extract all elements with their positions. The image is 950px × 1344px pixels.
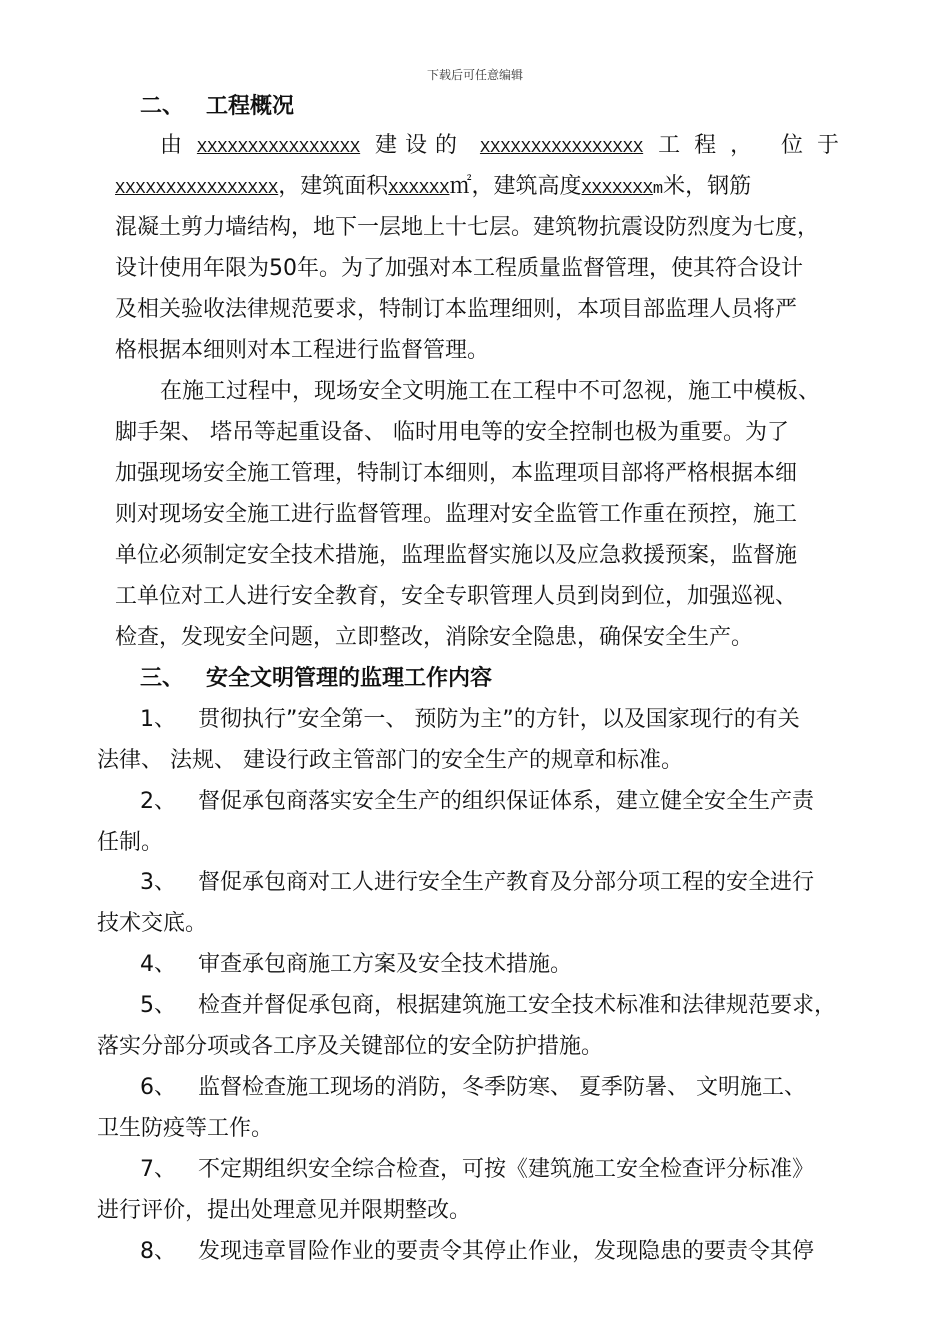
placeholder-field: XXXXXXXXXXXXXXXX	[196, 139, 361, 158]
paragraph-line: 混凝土剪力墙结构，地下一层地上十七层。建筑物抗震设防烈度为七度，	[115, 215, 820, 240]
item-text: 督促承包商对工人进行安全生产教育及分部分项工程的安全进行	[198, 870, 815, 895]
list-item	[140, 1237, 814, 1267]
text-run: 工程，	[658, 133, 767, 158]
list-item	[140, 1073, 806, 1103]
item-number: 2、	[140, 789, 176, 814]
list-item	[140, 950, 572, 980]
section-number: 二、	[140, 94, 185, 119]
paragraph-line: 检查，发现安全问题，立即整改，消除安全隐患，确保安全生产。	[115, 625, 754, 650]
list-item	[140, 705, 800, 735]
text-run: 米，钢筋	[663, 174, 752, 199]
text-run: 位于	[780, 133, 853, 158]
item-number: 1、	[140, 707, 176, 732]
unit-text: m	[652, 180, 664, 199]
placeholder-field: XXXXXX	[388, 180, 450, 199]
list-item-continuation: 法律、 法规、 建设行政主管部门的安全生产的规章和标准。	[97, 748, 683, 773]
placeholder-field: XXXXXXX	[581, 180, 653, 199]
paragraph-line: 在施工过程中，现场安全文明施工在工程中不可忽视，施工中模板、	[160, 379, 821, 404]
item-number: 8、	[140, 1239, 176, 1264]
item-text: 督促承包商落实安全生产的组织保证体系，建立健全安全生产责	[198, 789, 815, 814]
paragraph-line: 及相关验收法律规范要求，特制订本监理细则，本项目部监理人员将严	[115, 297, 798, 322]
paragraph-line: 加强现场安全施工管理，特制订本细则，本监理项目部将严格根据本细	[115, 461, 798, 486]
section-title: 安全文明管理的监理工作内容	[206, 666, 493, 691]
item-text: 不定期组织安全综合检查，可按《建筑施工安全检查评分标准》	[198, 1157, 815, 1182]
paragraph-line: 单位必须制定安全技术措施，监理监督实施以及应急救援预案，监督施	[115, 543, 798, 568]
text-run: ，建筑面积	[278, 174, 389, 199]
paragraph-line: 设计使用年限为50年。为了加强对本工程质量监督管理，使其符合设计	[115, 256, 803, 281]
paragraph-line: 工单位对工人进行安全教育，安全专职管理人员到岗到位，加强巡视、	[115, 584, 798, 609]
page-header: 下载后可任意编辑	[426, 68, 523, 82]
text-run: 建设的	[375, 133, 466, 158]
section-title: 工程概况	[206, 94, 295, 119]
list-item-continuation: 任制。	[97, 830, 164, 855]
paragraph-line: 脚手架、 塔吊等起重设备、 临时用电等的安全控制也极为重要。为了	[115, 420, 789, 445]
item-text: 发现违章冒险作业的要责令其停止作业，发现隐患的要责令其停	[198, 1239, 815, 1264]
paragraph-line	[160, 131, 853, 164]
list-item	[140, 787, 814, 817]
item-text: 检查并督促承包商，根据建筑施工安全技术标准和法律规范要求，	[198, 993, 837, 1018]
placeholder-field: XXXXXXXXXXXXXXXX	[115, 180, 279, 199]
list-item	[140, 868, 814, 898]
item-text: 贯彻执行”安全第一、 预防为主”的方针，以及国家现行的有关	[198, 707, 800, 732]
text-run: ㎡，建筑高度	[449, 174, 582, 199]
item-text: 审查承包商施工方案及安全技术措施。	[198, 952, 573, 977]
item-text: 监督检查施工现场的消防，冬季防寒、 夏季防暑、 文明施工、	[198, 1075, 806, 1100]
paragraph-line: 则对现场安全施工进行监督管理。监理对安全监管工作重在预控，施工	[115, 502, 798, 527]
list-item-continuation: 技术交底。	[97, 911, 208, 936]
item-number: 4、	[140, 952, 176, 977]
paragraph-line: 格根据本细则对本工程进行监督管理。	[115, 338, 490, 363]
list-item-continuation: 落实分部分项或各工序及关键部位的安全防护措施。	[97, 1034, 604, 1059]
section-number: 三、	[140, 666, 185, 691]
item-number: 3、	[140, 870, 176, 895]
list-item	[140, 1155, 814, 1185]
item-number: 6、	[140, 1075, 176, 1100]
section-heading	[140, 92, 294, 122]
section-heading	[140, 664, 492, 694]
item-number: 5、	[140, 993, 176, 1018]
paragraph-line	[115, 172, 751, 205]
placeholder-field: XXXXXXXXXXXXXXXX	[479, 139, 644, 158]
text-run: 由	[160, 133, 183, 158]
list-item	[140, 991, 836, 1021]
list-item-continuation: 进行评价，提出处理意见并限期整改。	[97, 1198, 472, 1223]
list-item-continuation: 卫生防疫等工作。	[97, 1116, 274, 1141]
item-number: 7、	[140, 1157, 176, 1182]
